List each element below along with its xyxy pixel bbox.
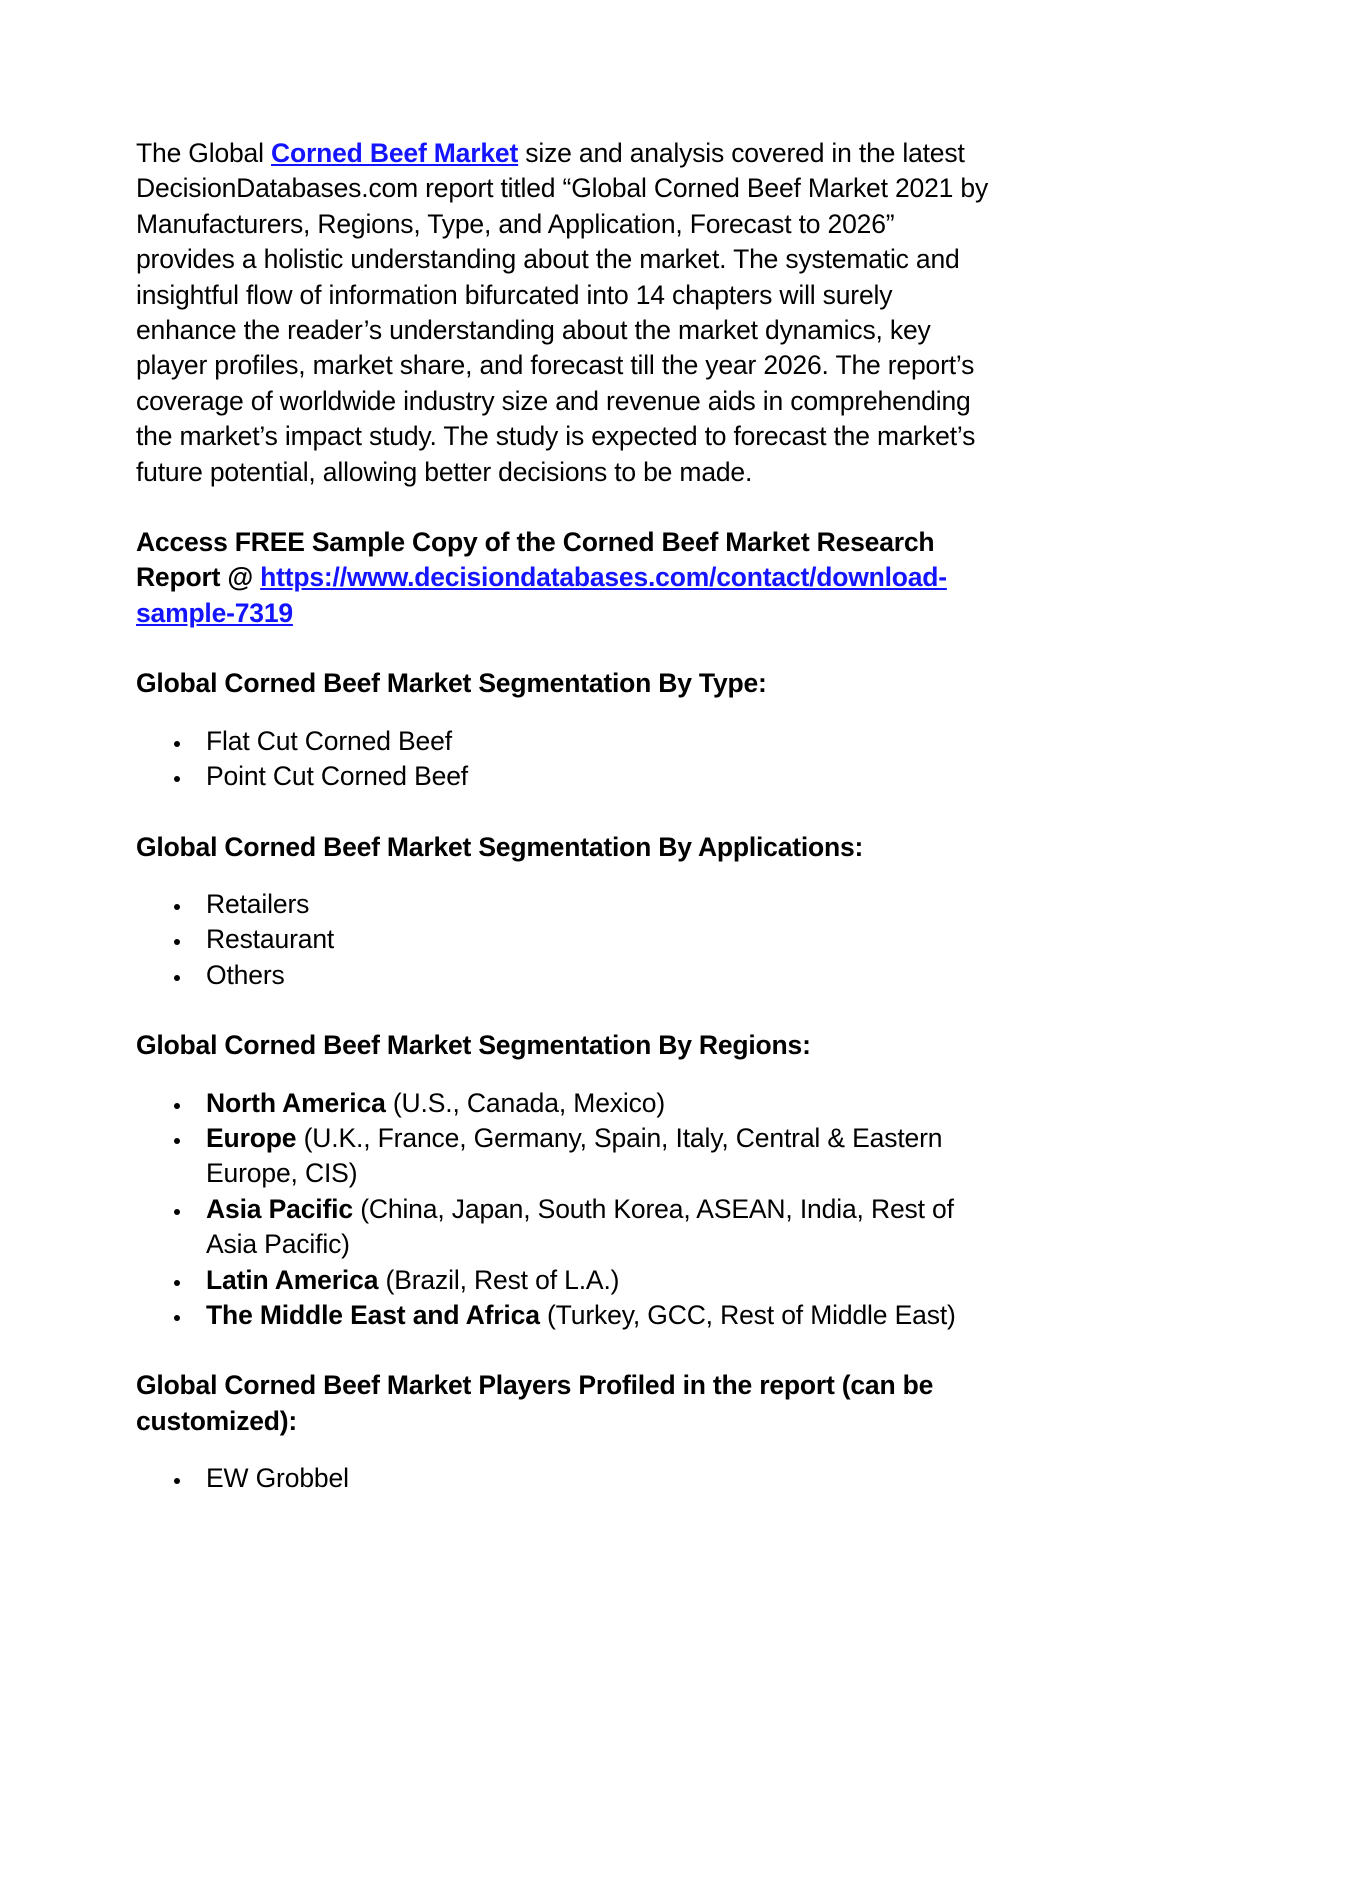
list-item-text: EW Grobbel: [206, 1463, 349, 1494]
list-item: [136, 1192, 991, 1263]
list-item-text: Retailers: [206, 888, 310, 919]
list-item-bold: Asia Pacific: [206, 1193, 353, 1224]
list-item-bold: Latin America: [206, 1264, 379, 1295]
list-item-text: (Brazil, Rest of L.A.): [378, 1264, 620, 1295]
list-item: [136, 759, 991, 794]
list-item-text: (U.K., France, Germany, Spain, Italy, Central & Eastern Europe, CIS): [206, 1122, 943, 1189]
list-item: [136, 887, 991, 922]
list-item: [136, 1298, 991, 1333]
spacer: [136, 993, 991, 1028]
heading-segmentation-by-regions: Global Corned Beef Market Segmentation By Regions:: [136, 1030, 811, 1061]
list-item-bold: The Middle East and Africa: [206, 1299, 540, 1330]
list-item-text: Point Cut Corned Beef: [206, 761, 469, 792]
list-item: [136, 1461, 991, 1496]
spacer: [136, 795, 991, 830]
intro-text-before-link: The Global: [136, 138, 272, 168]
sample-copy-paragraph: [136, 525, 991, 631]
spacer: [136, 1064, 991, 1086]
list-item-text: Restaurant: [206, 924, 335, 955]
sample-copy-label: Access FREE Sample Copy of the Corned Beef Market Research Report @: [136, 527, 935, 593]
document-body: [136, 136, 991, 1497]
spacer: [136, 865, 991, 887]
spacer: [136, 1439, 991, 1461]
list-players-profiled: [136, 1461, 991, 1496]
list-segmentation-by-type: [136, 724, 991, 795]
list-item: [136, 958, 991, 993]
heading-segmentation-by-applications: Global Corned Beef Market Segmentation By Applications:: [136, 831, 864, 862]
spacer: [136, 702, 991, 724]
intro-text-after-link: size and analysis covered in the latest DecisionDatabases.com report titled “Global Corned Beef Market 2021 by Manufacturers, Regions, Type, and Application, Forecast to 2026” provides a holistic understanding about the market. The systematic and insightful flow of information bifurcated into 14 chapters will surely enhance the reader’s understanding about the market dynamics, key player profiles, market share, and forecast till the year 2026. The report’s coverage of worldwide industry size and revenue aids in comprehending the market’s impact study. The study is expected to forecast the market’s future potential, allowing better decisions to be made.: [136, 138, 989, 487]
spacer: [136, 1333, 991, 1368]
list-item-text: (U.S., Canada, Mexico): [385, 1087, 665, 1118]
list-item: [136, 1263, 991, 1298]
list-item-text: Others: [206, 959, 285, 990]
list-segmentation-by-applications: [136, 887, 991, 993]
list-item: [136, 922, 991, 957]
intro-paragraph: [136, 136, 991, 490]
list-item: [136, 724, 991, 759]
list-item-bold: North America: [206, 1087, 386, 1118]
list-item-text: (China, Japan, South Korea, ASEAN, India, Rest of Asia Pacific): [206, 1193, 954, 1260]
spacer: [136, 631, 991, 666]
corned-beef-market-link[interactable]: Corned Beef Market: [271, 138, 519, 168]
list-item-text: Flat Cut Corned Beef: [206, 725, 452, 756]
list-segmentation-by-regions: [136, 1086, 991, 1334]
download-sample-link[interactable]: https://www.decisiondatabases.com/contact/download-sample-7319: [136, 562, 947, 628]
list-item-bold: Europe: [206, 1122, 297, 1153]
heading-segmentation-by-type: Global Corned Beef Market Segmentation By Type:: [136, 668, 767, 699]
list-item: [136, 1086, 991, 1121]
list-item: [136, 1121, 991, 1192]
heading-players-profiled: Global Corned Beef Market Players Profiled in the report (can be customized):: [136, 1370, 934, 1436]
spacer: [136, 490, 991, 525]
list-item-text: (Turkey, GCC, Rest of Middle East): [539, 1299, 956, 1330]
